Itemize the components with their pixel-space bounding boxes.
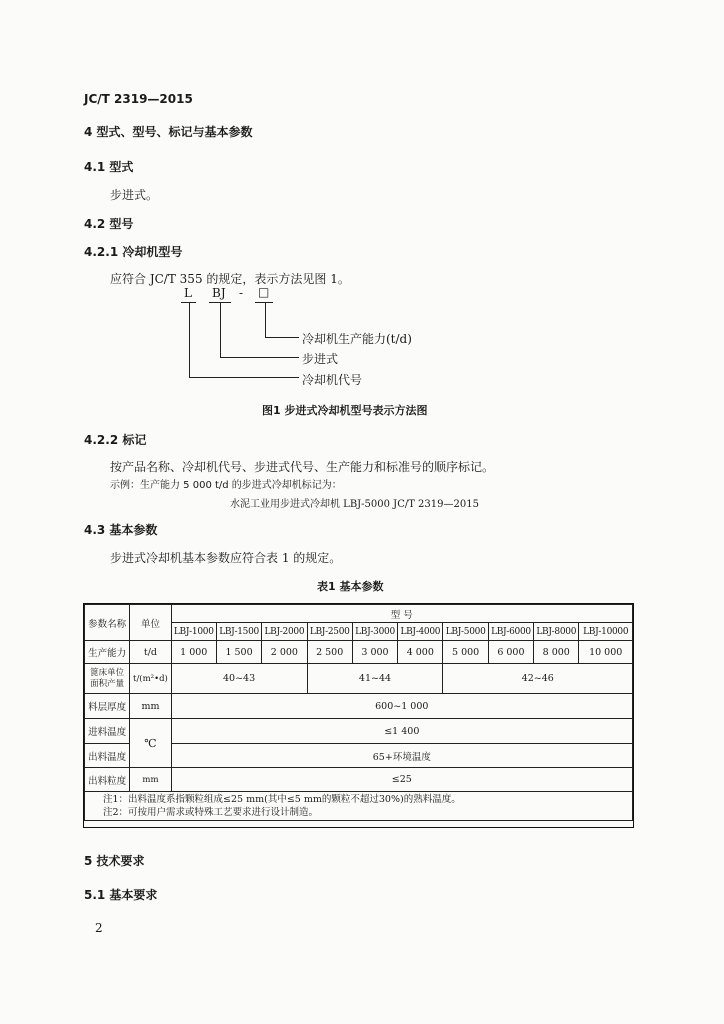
row-thickness-name: 料层厚度 bbox=[85, 694, 130, 719]
model-cell: LBJ-1500 bbox=[216, 623, 261, 641]
capacity-cell: 2 000 bbox=[262, 641, 307, 664]
row-granularity-unit: mm bbox=[130, 768, 171, 792]
header-param-name: 参数名称 bbox=[85, 605, 130, 641]
capacity-cell: 8 000 bbox=[534, 641, 579, 664]
note-1: 注1：出料温度系指颗粒组成≤25 mm(其中≤5 mm的颗粒不超过30%)的熟料温度。 bbox=[103, 794, 461, 805]
row-grate-unit: t/(m²•d) bbox=[130, 664, 171, 694]
capacity-cell: 4 000 bbox=[398, 641, 443, 664]
capacity-cell: 3 000 bbox=[352, 641, 397, 664]
model-cell: LBJ-4000 bbox=[398, 623, 443, 641]
section-4-1-body: 步进式。 bbox=[110, 188, 159, 202]
section-5-1-title: 5.1 基本要求 bbox=[84, 888, 158, 902]
marking-example: 水泥工业用步进式冷却机 LBJ-5000 JC/T 2319—2015 bbox=[230, 499, 479, 510]
grate-name-line1: 篦床单位 bbox=[90, 667, 125, 678]
section-5-title: 5 技术要求 bbox=[84, 854, 145, 868]
basic-parameters-table bbox=[84, 604, 633, 821]
section-4-2-1-body: 应符合 JC/T 355 的规定，表示方法见图 1。 bbox=[110, 272, 350, 286]
section-4-2-title: 4.2 型号 bbox=[84, 217, 134, 231]
header-model: 型 号 bbox=[171, 605, 632, 623]
capacity-cell: 2 500 bbox=[307, 641, 352, 664]
capacity-cell: 1 500 bbox=[216, 641, 261, 664]
section-4-3-title: 4.3 基本参数 bbox=[84, 523, 158, 537]
grate-name-line2: 面积产量 bbox=[90, 678, 125, 689]
section-4-2-2-title: 4.2.2 标记 bbox=[84, 433, 147, 447]
row-thickness-unit: mm bbox=[130, 694, 171, 719]
capacity-cell: 1 000 bbox=[171, 641, 216, 664]
page-number: 2 bbox=[95, 921, 103, 935]
row-inlet-temp-name: 进料温度 bbox=[85, 719, 130, 744]
code-dash: - bbox=[239, 286, 244, 300]
model-cell: LBJ-3000 bbox=[352, 623, 397, 641]
code-letters-bj: BJ bbox=[212, 286, 226, 300]
table-notes bbox=[85, 792, 633, 821]
standard-code: JC/T 2319—2015 bbox=[84, 92, 193, 106]
model-cell: LBJ-8000 bbox=[534, 623, 579, 641]
code-capacity-box: □ bbox=[258, 285, 270, 299]
capacity-cell: 10 000 bbox=[579, 641, 633, 664]
section-4-title: 4 型式、型号、标记与基本参数 bbox=[84, 125, 253, 139]
capacity-cell: 6 000 bbox=[488, 641, 533, 664]
section-4-1-title: 4.1 型式 bbox=[84, 160, 134, 174]
code-letter-l: L bbox=[184, 286, 192, 300]
section-4-3-body: 步进式冷却机基本参数应符合表 1 的规定。 bbox=[110, 551, 342, 565]
note-2: 注2：可按用户需求或特殊工艺要求进行设计制造。 bbox=[103, 807, 319, 818]
section-4-2-1-title: 4.2.1 冷却机型号 bbox=[84, 245, 183, 259]
label-step-type: 步进式 bbox=[302, 352, 339, 366]
header-unit: 单位 bbox=[130, 605, 171, 641]
granularity-value: ≤25 bbox=[171, 768, 632, 792]
model-cell: LBJ-10000 bbox=[579, 623, 633, 641]
grate-range-1: 40~43 bbox=[171, 664, 307, 694]
inlet-temp-value: ≤1 400 bbox=[171, 719, 632, 744]
label-cooler-code: 冷却机代号 bbox=[302, 373, 363, 387]
section-4-2-2-body: 按产品名称、冷却机代号、步进式代号、生产能力和标准号的顺序标记。 bbox=[110, 460, 495, 474]
row-temp-unit: ℃ bbox=[130, 719, 171, 768]
figure-1-caption: 图1 步进式冷却机型号表示方法图 bbox=[262, 404, 428, 417]
model-cell: LBJ-2500 bbox=[307, 623, 352, 641]
marking-example-intro: 示例：生产能力 5 000 t/d 的步进式冷却机标记为： bbox=[110, 480, 342, 491]
row-grate-name bbox=[85, 664, 130, 694]
model-cell: LBJ-6000 bbox=[488, 623, 533, 641]
model-cell: LBJ-1000 bbox=[171, 623, 216, 641]
model-cell: LBJ-2000 bbox=[262, 623, 307, 641]
thickness-value: 600~1 000 bbox=[171, 694, 632, 719]
grate-range-3: 42~46 bbox=[443, 664, 633, 694]
row-granularity-name: 出料粒度 bbox=[85, 768, 130, 792]
grate-range-2: 41~44 bbox=[307, 664, 443, 694]
outlet-temp-value: 65+环境温度 bbox=[171, 744, 632, 768]
row-capacity-name: 生产能力 bbox=[85, 641, 130, 664]
table-1-caption: 表1 基本参数 bbox=[317, 580, 384, 593]
label-capacity: 冷却机生产能力(t/d) bbox=[302, 332, 412, 346]
capacity-cell: 5 000 bbox=[443, 641, 488, 664]
row-capacity-unit: t/d bbox=[130, 641, 171, 664]
model-cell: LBJ-5000 bbox=[443, 623, 488, 641]
row-outlet-temp-name: 出料温度 bbox=[85, 744, 130, 768]
